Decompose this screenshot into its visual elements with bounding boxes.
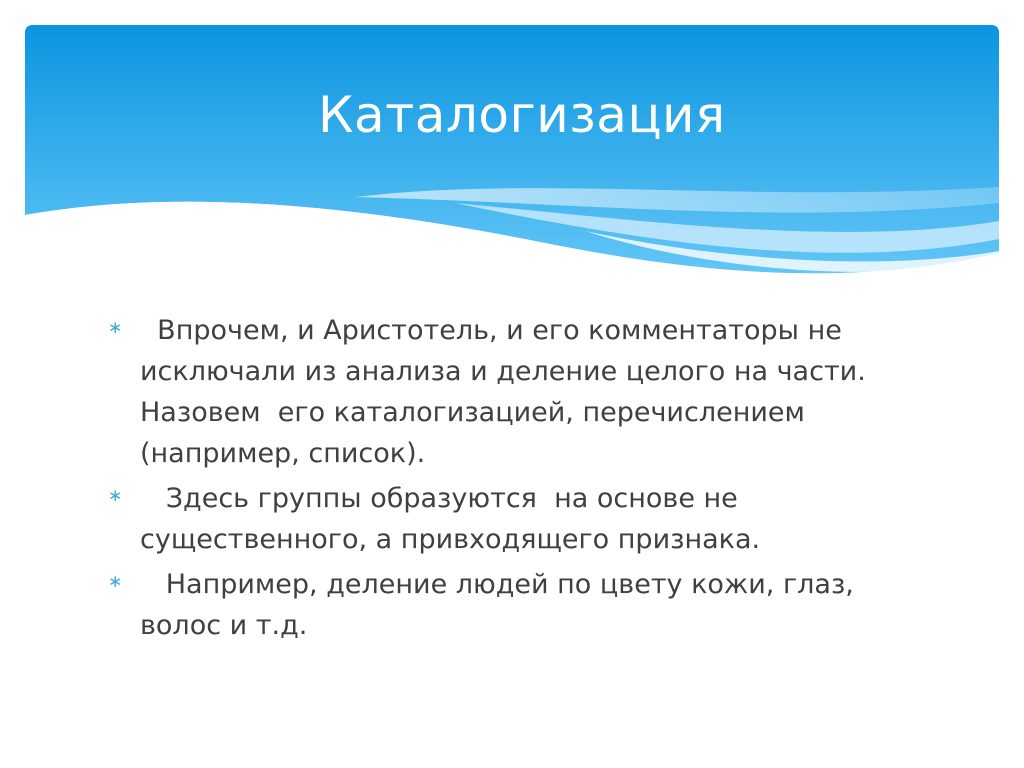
asterisk-bullet-icon: ∗ (108, 486, 123, 506)
bullet-item (108, 478, 908, 560)
bullet-text: Например, деление людей по цвету кожи, глаз, волос и т.д. (140, 569, 863, 641)
bullet-item (108, 564, 908, 646)
bullet-list (108, 310, 908, 650)
asterisk-bullet-icon: ∗ (108, 318, 123, 338)
bullet-item (108, 310, 908, 474)
bullet-text: Здесь группы образуются на основе не существенного, а привходящего признака. (140, 483, 761, 555)
header-wave-background (25, 25, 999, 285)
slide-title: Каталогизация (318, 86, 726, 144)
asterisk-bullet-icon: ∗ (108, 572, 123, 592)
bullet-text: Впрочем, и Аристотель, и его комментаторы не исключали из анализа и деление целого на части. Назовем его каталогизацией, перечислением (например, список). (140, 315, 875, 469)
